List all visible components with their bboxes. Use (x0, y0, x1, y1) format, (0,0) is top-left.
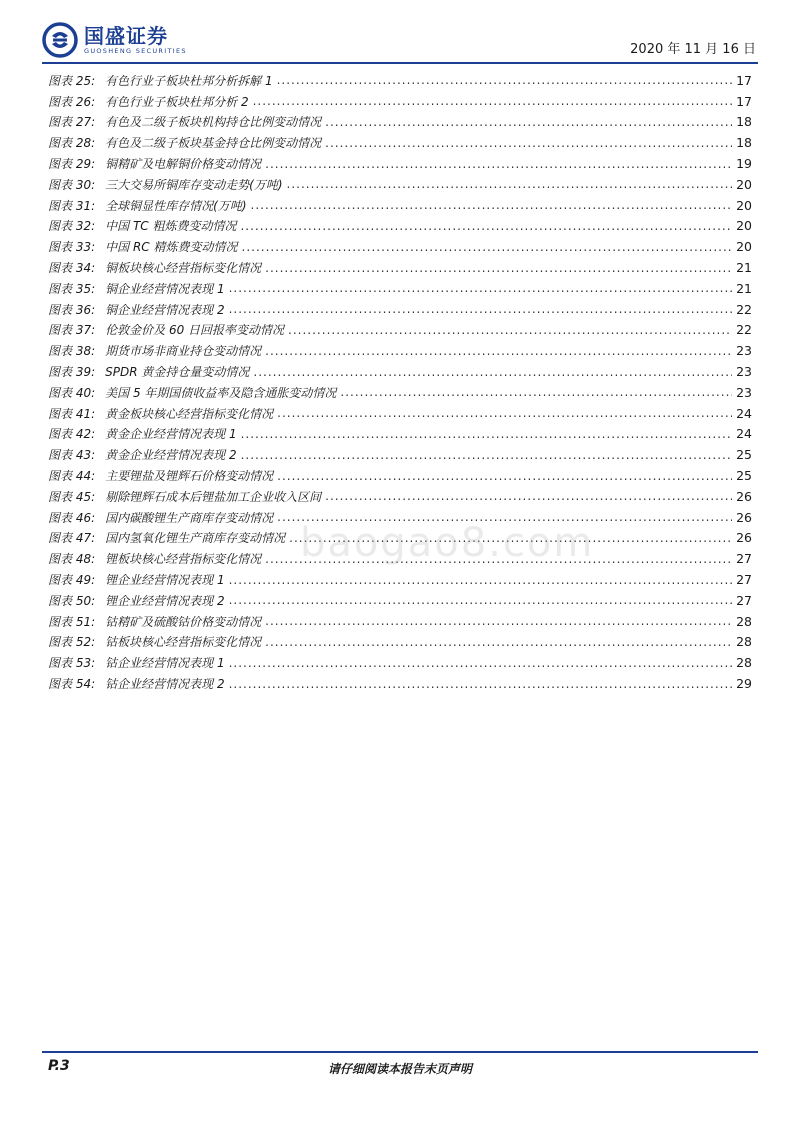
toc-entry-label: 图表 54: (48, 677, 96, 691)
toc-entry-title: 黄金企业经营情况表现 1 (105, 427, 237, 442)
toc-entry-page: 27 (736, 551, 752, 567)
toc-entry[interactable] (48, 278, 752, 299)
toc-entry-title: 钴板块核心经营指标变化情况 (105, 635, 262, 650)
toc-entry-page: 23 (736, 384, 752, 400)
toc-entry-page: 24 (736, 405, 752, 421)
toc-entry[interactable] (48, 153, 752, 174)
toc-entry[interactable] (48, 465, 752, 486)
toc-entry-label: 图表 38: (48, 344, 96, 359)
toc-entry-label: 图表 50: (48, 593, 96, 608)
disclaimer-note: 请仔细阅读本报告末页声明 (327, 1062, 472, 1076)
toc-entry-leader (265, 344, 732, 358)
toc-entry-leader (240, 219, 732, 233)
toc-entry-label: 图表 41: (48, 406, 96, 421)
toc-entry-title: 主要锂盐及锂辉石价格变动情况 (105, 469, 274, 484)
toc-entry-leader (265, 157, 732, 171)
toc-entry[interactable] (48, 216, 752, 237)
toc-entry-label: 图表 48: (48, 552, 96, 567)
toc-entry-leader (287, 177, 733, 191)
report-date: 2020 年 11 月 16 日 (630, 42, 756, 57)
toc-entry-title: 中国 TC 粗炼费变动情况 (105, 219, 237, 234)
toc-entry-label: 图表 27: (48, 115, 96, 130)
toc-entry-page: 20 (736, 197, 752, 213)
toc-entry-title: 黄金板块核心经营指标变化情况 (105, 406, 274, 421)
toc-entry-page: 29 (736, 676, 752, 691)
toc-entry-title: 锂企业经营情况表现 2 (105, 593, 225, 608)
toc-entry-label: 图表 52: (48, 635, 96, 650)
toc-entry-title: 伦敦金价及 60 日回报率变动情况 (105, 323, 285, 338)
toc-entry-label: 图表 29: (48, 157, 96, 172)
toc-entry-label: 图表 43: (48, 448, 96, 463)
toc-entry-page: 28 (736, 613, 752, 629)
toc-entry-title: 中国 RC 精炼费变动情况 (105, 240, 238, 255)
toc-entry-leader (229, 656, 733, 670)
toc-entry-title: SPDR 黄金持仓量变动情况 (105, 365, 250, 380)
toc-entry[interactable] (48, 320, 752, 341)
page-number: P.3 (48, 1058, 70, 1074)
toc-entry-label: 图表 31: (48, 198, 96, 213)
toc-entry-title: 锂板块核心经营指标变化情况 (105, 552, 262, 567)
toc-entry-leader (229, 593, 733, 607)
toc-entry-page: 25 (736, 447, 752, 463)
toc-entry-label: 图表 37: (48, 323, 96, 338)
toc-entry-page: 24 (736, 426, 752, 442)
table-of-figures (48, 70, 752, 694)
toc-entry-leader (242, 240, 733, 254)
toc-entry[interactable] (48, 632, 752, 653)
toc-entry-title: 钴企业经营情况表现 2 (105, 677, 225, 691)
toc-entry-title: 黄金企业经营情况表现 2 (105, 448, 237, 463)
toc-entry-page: 26 (736, 488, 752, 504)
logo-name-cn: 国盛证券 (84, 23, 168, 48)
toc-entry-page: 28 (736, 634, 752, 650)
toc-entry-title: 锂企业经营情况表现 1 (105, 573, 225, 588)
toc-entry-leader (325, 115, 732, 129)
toc-entry-leader (229, 281, 733, 295)
toc-entry-page: 22 (736, 301, 752, 317)
toc-entry[interactable] (48, 590, 752, 611)
toc-entry[interactable] (48, 382, 752, 403)
toc-entry-leader (253, 365, 732, 379)
toc-entry[interactable] (48, 361, 752, 382)
toc-entry-leader (277, 73, 733, 87)
toc-entry-label: 图表 42: (48, 427, 96, 442)
toc-entry-title: 铜板块核心经营指标变化情况 (105, 261, 262, 276)
toc-entry-label: 图表 53: (48, 656, 96, 671)
toc-entry-leader (277, 406, 732, 420)
toc-entry-label: 图表 34: (48, 261, 96, 276)
toc-entry-label: 图表 36: (48, 302, 96, 317)
toc-entry-label: 图表 45: (48, 489, 96, 504)
toc-entry[interactable] (48, 424, 752, 445)
toc-entry-page: 22 (736, 322, 752, 338)
toc-entry-label: 图表 40: (48, 385, 96, 400)
toc-entry-leader (288, 323, 732, 337)
toc-entry[interactable] (48, 340, 752, 361)
toc-entry-page: 26 (736, 509, 752, 525)
toc-entry[interactable] (48, 299, 752, 320)
toc-entry-title: 有色行业子板块杜邦分析拆解 1 (105, 73, 273, 88)
toc-entry[interactable] (48, 486, 752, 507)
toc-entry-page: 20 (736, 218, 752, 234)
toc-entry-label: 图表 33: (48, 240, 96, 255)
toc-entry-page: 23 (736, 364, 752, 380)
toc-entry[interactable] (48, 569, 752, 590)
toc-entry-page: 26 (736, 530, 752, 546)
toc-entry-leader (325, 136, 732, 150)
toc-entry[interactable] (48, 174, 752, 195)
toc-entry-title: 有色行业子板块杜邦分析 2 (105, 94, 249, 109)
toc-entry-leader (265, 261, 732, 275)
toc-entry-label: 图表 26: (48, 94, 96, 109)
toc-entry-page: 18 (736, 135, 752, 151)
toc-entry-page: 20 (736, 239, 752, 255)
toc-entry-label: 图表 25: (48, 73, 96, 88)
toc-entry-leader (229, 573, 733, 587)
toc-entry-leader (325, 489, 732, 503)
toc-entry-title: 钴企业经营情况表现 1 (105, 656, 225, 671)
toc-entry-page: 23 (736, 343, 752, 359)
toc-entry[interactable] (48, 236, 752, 257)
toc-entry-leader (340, 385, 732, 399)
toc-entry-page: 28 (736, 655, 752, 671)
toc-entry-title: 有色及二级子板块基金持仓比例变动情况 (105, 136, 322, 151)
toc-entry[interactable] (48, 444, 752, 465)
guosheng-logo-icon (42, 22, 78, 58)
page-header (0, 0, 800, 66)
toc-entry-page: 25 (736, 468, 752, 484)
toc-entry-page: 19 (736, 156, 752, 172)
toc-entry-title: 美国 5 年期国债收益率及隐含通胀变动情况 (105, 385, 337, 400)
toc-entry[interactable] (48, 112, 752, 133)
toc-entry[interactable] (48, 132, 752, 153)
toc-entry-title: 剔除锂辉石成本后锂盐加工企业收入区间 (105, 489, 322, 504)
toc-entry-page: 27 (736, 592, 752, 608)
header-divider (42, 62, 758, 64)
toc-entry-label: 图表 35: (48, 281, 96, 296)
toc-entry[interactable] (48, 70, 752, 91)
toc-entry-label: 图表 28: (48, 136, 96, 151)
toc-entry-label: 图表 32: (48, 219, 96, 234)
toc-entry[interactable] (48, 257, 752, 278)
toc-entry[interactable] (48, 195, 752, 216)
toc-entry-title: 国内碳酸锂生产商库存变动情况 (105, 510, 274, 525)
toc-entry-title: 钴精矿及硫酸钴价格变动情况 (105, 614, 262, 629)
toc-entry-title: 铜精矿及电解铜价格变动情况 (105, 157, 262, 172)
toc-entry-title: 全球铜显性库存情况(万吨) (105, 198, 247, 213)
toc-entry[interactable] (48, 652, 752, 673)
toc-entry-page: 18 (736, 114, 752, 130)
toc-entry-leader (251, 198, 733, 212)
toc-entry[interactable] (48, 91, 752, 112)
toc-entry-leader (253, 94, 733, 108)
toc-entry-label: 图表 47: (48, 531, 96, 546)
logo-name-en: GUOSHENG SECURITIES (84, 46, 187, 55)
toc-entry-page: 21 (736, 260, 752, 276)
toc-entry-label: 图表 39: (48, 365, 96, 380)
toc-entry-title: 铜企业经营情况表现 1 (105, 281, 225, 296)
toc-entry[interactable] (48, 611, 752, 632)
toc-entry-page: 17 (736, 72, 752, 88)
toc-entry-label: 图表 44: (48, 469, 96, 484)
toc-entry-title: 三大交易所铜库存变动走势(万吨) (105, 177, 283, 192)
toc-entry-label: 图表 30: (48, 177, 96, 192)
toc-entry-page: 20 (736, 176, 752, 192)
company-logo (42, 22, 187, 58)
toc-entry-leader (265, 614, 732, 628)
toc-entry-page: 27 (736, 572, 752, 588)
toc-entry-leader (277, 469, 732, 483)
toc-entry[interactable] (48, 673, 752, 694)
watermark: baogao8.com (300, 520, 595, 566)
toc-entry-leader (229, 677, 733, 691)
toc-entry-page: 21 (736, 280, 752, 296)
toc-entry[interactable] (48, 403, 752, 424)
footer-divider (42, 1051, 758, 1053)
toc-entry-label: 图表 49: (48, 573, 96, 588)
toc-entry-leader (241, 427, 733, 441)
toc-entry-title: 铜企业经营情况表现 2 (105, 302, 225, 317)
toc-entry-page: 17 (736, 93, 752, 109)
toc-entry-label: 图表 46: (48, 510, 96, 525)
toc-entry-leader (241, 448, 733, 462)
toc-entry-title: 国内氢氧化锂生产商库存变动情况 (105, 531, 286, 546)
toc-entry-title: 有色及二级子板块机构持仓比例变动情况 (105, 115, 322, 130)
toc-entry-leader (265, 635, 732, 649)
toc-entry-title: 期货市场非商业持仓变动情况 (105, 344, 262, 359)
toc-entry-leader (229, 302, 733, 316)
toc-entry-label: 图表 51: (48, 614, 96, 629)
